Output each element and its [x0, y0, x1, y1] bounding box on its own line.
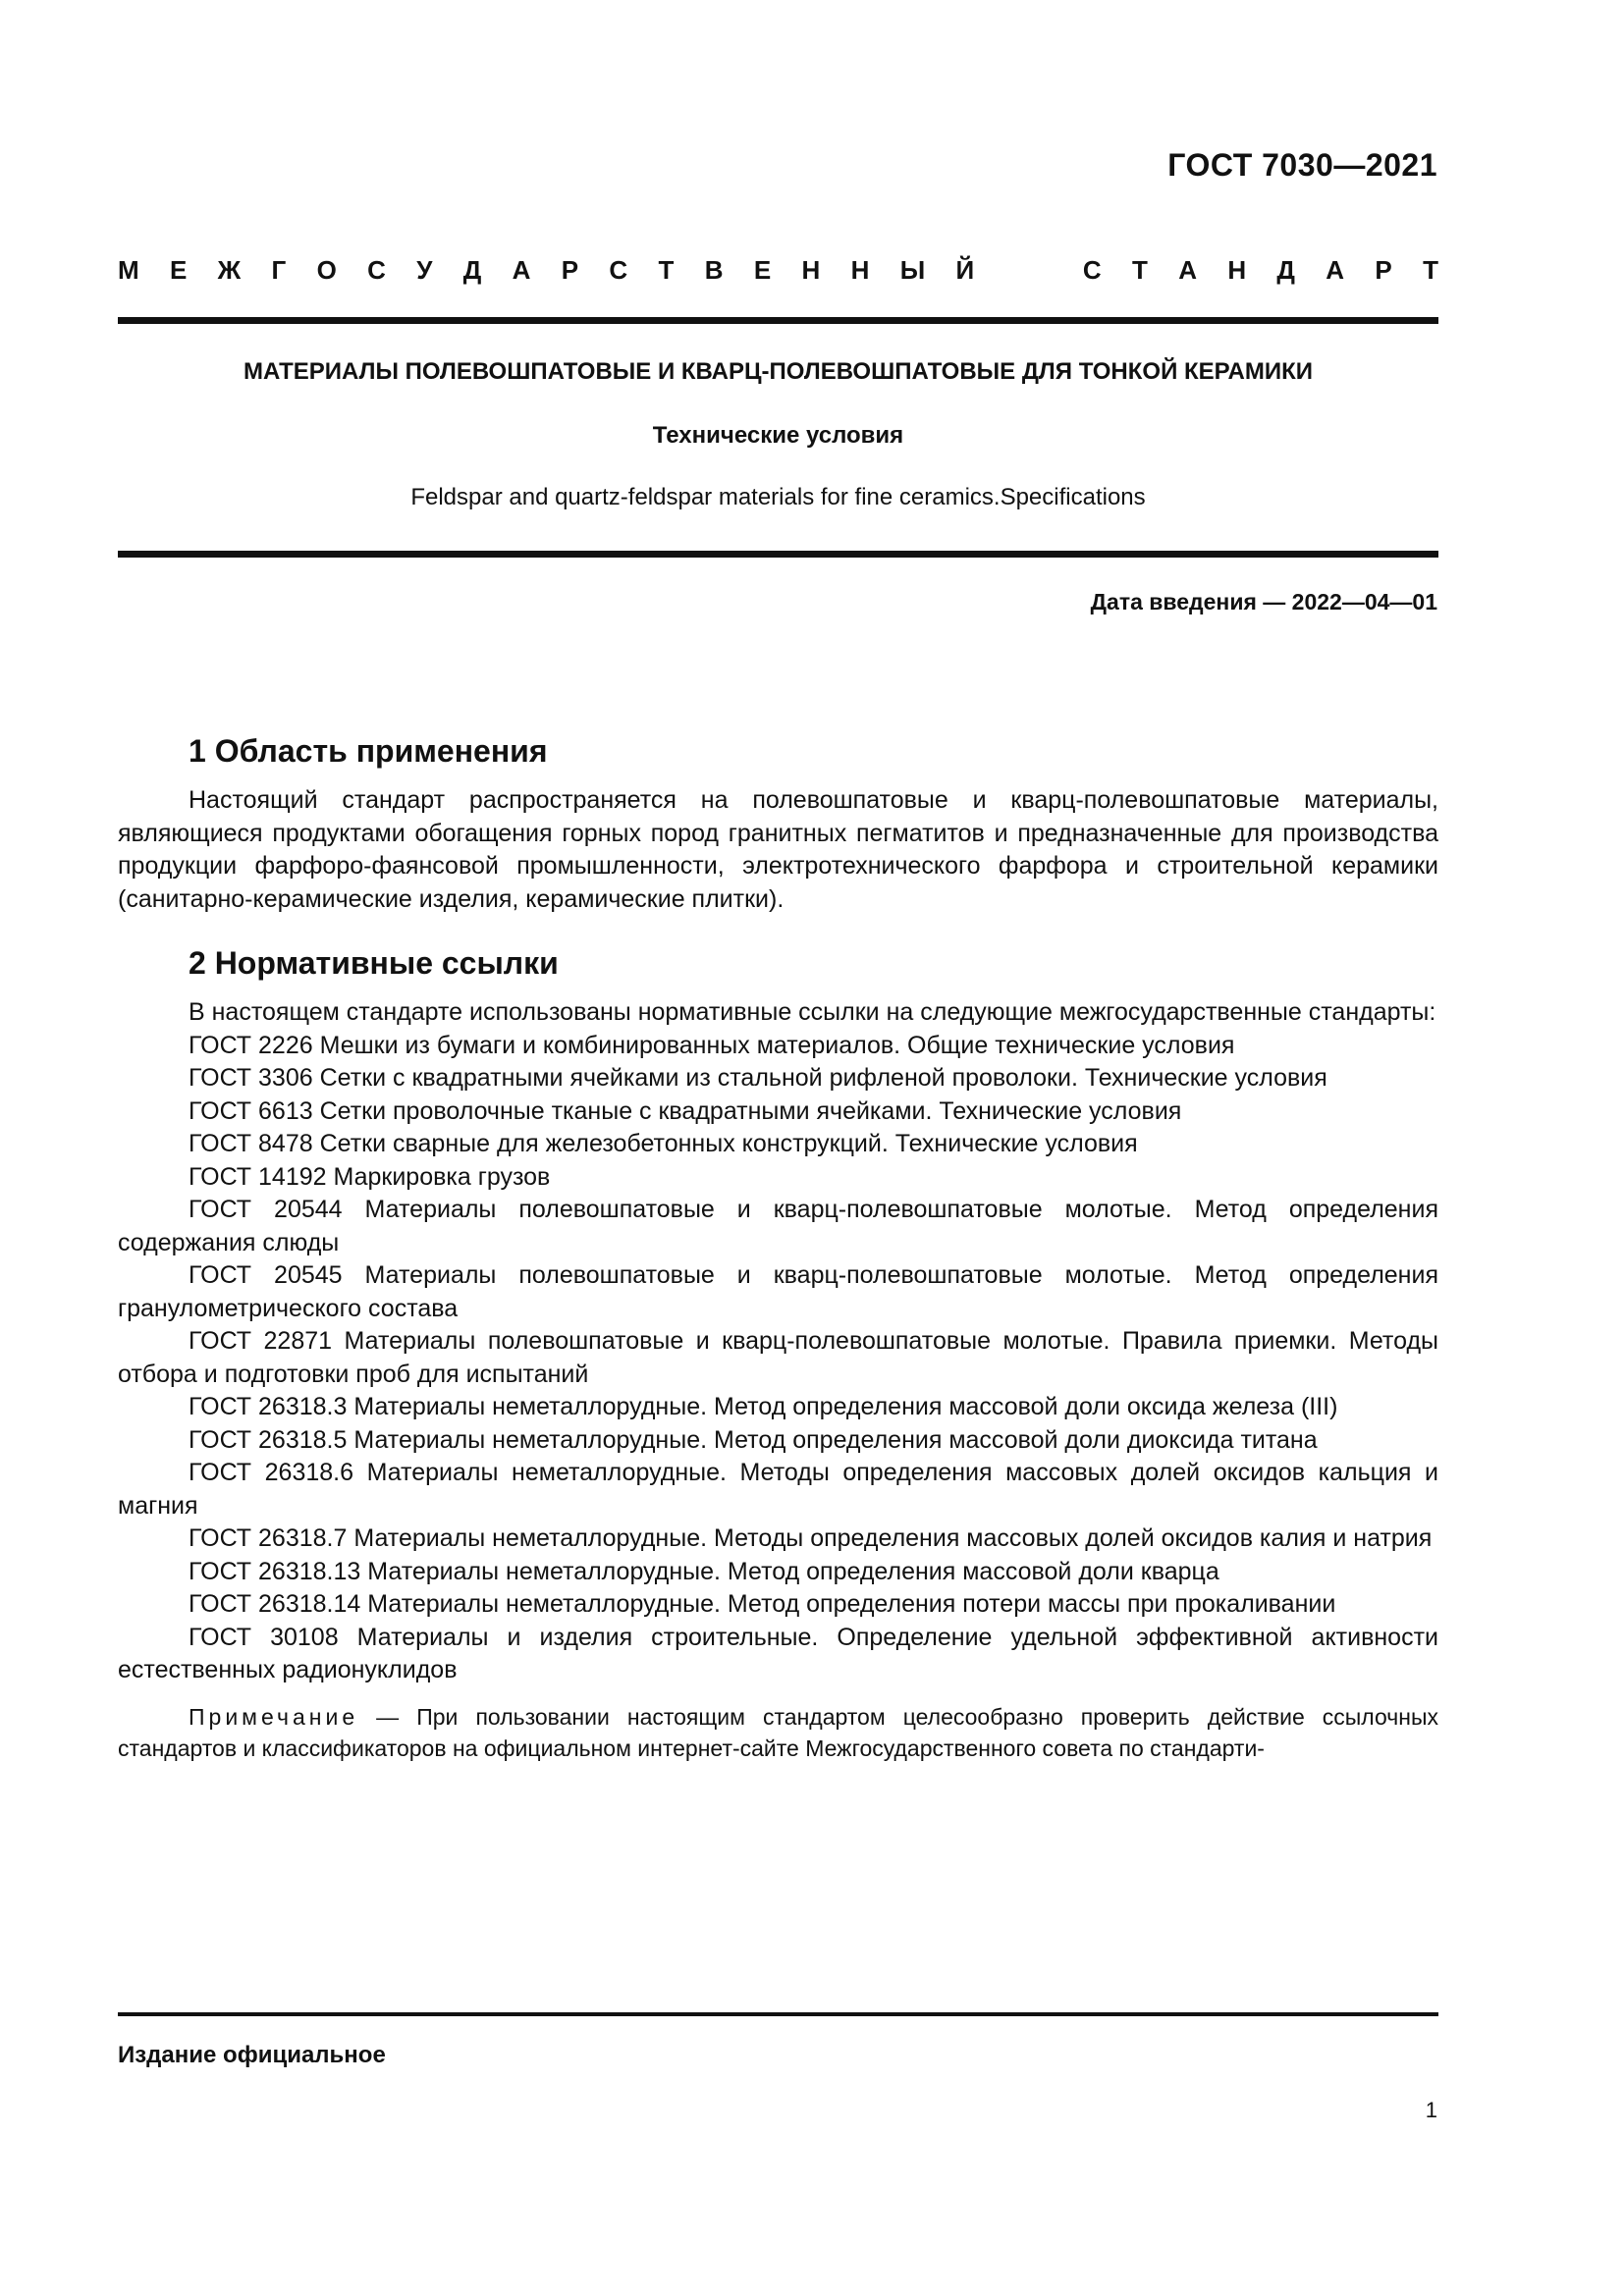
reference-item: ГОСТ 20544 Материалы полевошпатовые и кварц-полевошпатовые молотые. Метод определения содержания слюды	[118, 1196, 1438, 1256]
interstate-letter: Д	[1276, 255, 1295, 285]
reference-list	[118, 1030, 1438, 1687]
interstate-letter: О	[316, 255, 337, 285]
page-number: 1	[1425, 2098, 1437, 2122]
reference-item: ГОСТ 26318.13 Материалы неметаллорудные. Метод определения массовой доли кварца	[189, 1557, 1219, 1585]
reference-item: ГОСТ 30108 Материалы и изделия строительные. Определение удельной эффективной активности естественных радионуклидов	[118, 1623, 1438, 1683]
standard-code: ГОСТ 7030—2021	[1167, 147, 1437, 183]
interstate-letter: А	[1178, 255, 1197, 285]
interstate-letter: А	[1326, 255, 1345, 285]
reference-item: ГОСТ 3306 Сетки с квадратными ячейками из стальной рифленой проволоки. Технические условия	[189, 1064, 1327, 1092]
section-heading-references: 2 Нормативные ссылки	[189, 945, 559, 981]
interstate-letter: Т	[1131, 255, 1148, 285]
section-heading-scope: 1 Область применения	[189, 733, 548, 769]
interstate-letter: Н	[1227, 255, 1247, 285]
scope-paragraph: Настоящий стандарт распространяется на полевошпатовые и кварц-полевошпатовые материалы, являющиеся продуктами обогащения горных пород гранитных пегматитов и предназначенные для производства продукции фарфоро-фаянсовой промышленности, электротехнического фарфора и строительной керамики (санитарно-керамические изделия, керамические плитки).	[118, 786, 1438, 913]
reference-item: ГОСТ 26318.5 Материалы неметаллорудные. Метод определения массовой доли диоксида титана	[189, 1425, 1318, 1454]
interstate-letter: Е	[170, 255, 188, 285]
references-intro: В настоящем стандарте использованы нормативные ссылки на следующие межгосударственные стандарты:	[189, 998, 1436, 1026]
interstate-letter: Г	[271, 255, 287, 285]
document-body	[118, 731, 1438, 1764]
interstate-letter: Н	[801, 255, 821, 285]
interstate-letter: В	[704, 255, 724, 285]
interstate-letter: С	[367, 255, 386, 285]
english-title: Feldspar and quartz-feldspar materials for fine ceramics.Specifications	[410, 484, 1146, 510]
reference-item: ГОСТ 26318.6 Материалы неметаллорудные. Методы определения массовых долей оксидов кальция и магния	[118, 1459, 1438, 1520]
interstate-letter: Д	[462, 255, 482, 285]
footer-divider	[118, 2012, 1438, 2016]
interstate-letter: М	[118, 255, 139, 285]
reference-item: ГОСТ 8478 Сетки сварные для железобетонных конструкций. Технические условия	[189, 1130, 1138, 1157]
reference-item: ГОСТ 26318.3 Материалы неметаллорудные. Метод определения массовой доли оксида железа (III)	[189, 1393, 1338, 1420]
official-edition-label: Издание официальное	[118, 2042, 386, 2068]
note-label: Примечание	[189, 1703, 359, 1730]
interstate-letter: Т	[1423, 255, 1438, 285]
interstate-letter: С	[609, 255, 628, 285]
document-title: МАТЕРИАЛЫ ПОЛЕВОШПАТОВЫЕ И КВАРЦ-ПОЛЕВОШПАТОВЫЕ ДЛЯ ТОНКОЙ КЕРАМИКИ	[243, 358, 1314, 385]
reference-item: ГОСТ 22871 Материалы полевошпатовые и кварц-полевошпатовые молотые. Правила приемки. Методы отбора и подготовки проб для испытаний	[118, 1327, 1438, 1388]
interstate-letter: Е	[753, 255, 772, 285]
interstate-letter: Т	[658, 255, 675, 285]
note-text: — При пользовании настоящим стандартом целесообразно проверить действие ссылочных стандартов и классификаторов на официальном интернет-сайте Межгосударственного совета по стандарти-	[118, 1703, 1438, 1761]
interstate-letter: Ы	[899, 255, 926, 285]
interstate-letter: С	[1082, 255, 1102, 285]
document-subtitle: Технические условия	[652, 422, 904, 449]
reference-item: ГОСТ 20545 Материалы полевошпатовые и кварц-полевошпатовые молотые. Метод определения гранулометрического состава	[118, 1261, 1438, 1322]
interstate-letter: Р	[1375, 255, 1392, 285]
interstate-letter: Р	[561, 255, 579, 285]
interstate-letter: У	[416, 255, 433, 285]
reference-item: ГОСТ 2226 Мешки из бумаги и комбинированных материалов. Общие технические условия	[189, 1031, 1235, 1059]
interstate-letter: Й	[955, 255, 975, 285]
title-divider	[118, 551, 1438, 558]
interstate-letter: Н	[850, 255, 870, 285]
reference-item: ГОСТ 14192 Маркировка грузов	[189, 1162, 551, 1191]
note-paragraph	[118, 1701, 1438, 1764]
interstate-letter: Ж	[217, 255, 242, 285]
header-divider	[118, 317, 1438, 324]
introduction-date: Дата введения — 2022—04—01	[1090, 589, 1437, 614]
reference-item: ГОСТ 6613 Сетки проволочные тканые с квадратными ячейками. Технические условия	[189, 1096, 1182, 1125]
reference-item: ГОСТ 26318.7 Материалы неметаллорудные. Методы определения массовых долей оксидов калия и натрия	[189, 1524, 1433, 1552]
interstate-standard-label	[118, 255, 1438, 286]
reference-item: ГОСТ 26318.14 Материалы неметаллорудные. Метод определения потери массы при прокаливании	[189, 1590, 1336, 1618]
interstate-letter: А	[512, 255, 531, 285]
